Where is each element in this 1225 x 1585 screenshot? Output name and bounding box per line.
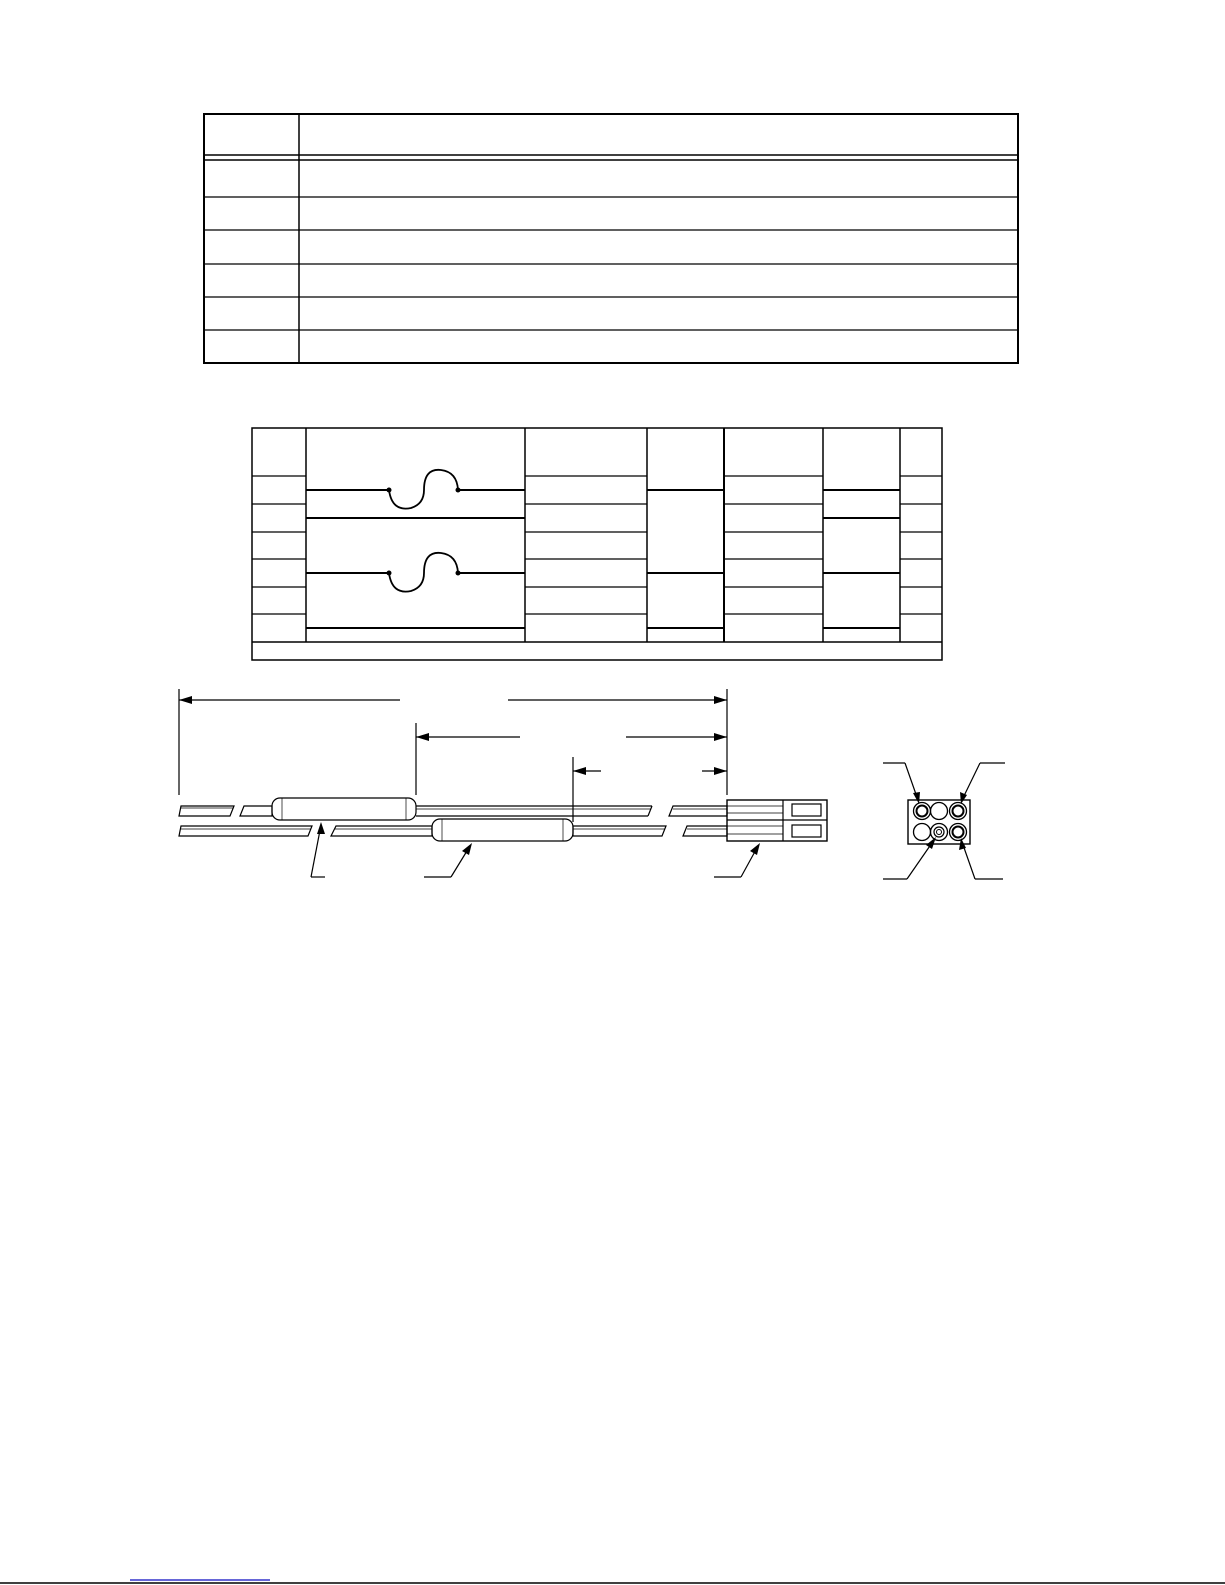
wiring-table-rows-right: [724, 476, 823, 614]
wiring-table: [252, 428, 942, 660]
parts-table: [204, 114, 1018, 363]
cavity-empty: [914, 824, 931, 841]
wiring-table-pin-rows-left: [252, 476, 306, 614]
callout-leader-connector: [714, 843, 760, 877]
dimension-fuse-offset: [573, 767, 727, 775]
lower-wire: [179, 826, 727, 836]
connector-face-view: [883, 763, 1005, 879]
face-callout-bottom-left: [883, 837, 936, 879]
harness-side-view: [179, 689, 827, 877]
callout-leader-lower-fuse: [424, 843, 472, 877]
lower-fuse-holder: [432, 819, 573, 841]
upper-wire: [179, 806, 727, 816]
dimension-breakout: [416, 733, 727, 741]
fuse-symbol-icon: [389, 553, 458, 592]
upper-fuse-holder: [272, 798, 416, 820]
cavity-populated: [931, 824, 948, 841]
fuse-symbol-icon: [389, 470, 458, 509]
callout-leader-upper-fuse: [311, 822, 325, 877]
dimension-overall: [179, 696, 727, 704]
face-callout-top-left: [883, 763, 920, 804]
wiring-table-pin-rows-right: [900, 476, 942, 614]
parts-table-border: [204, 114, 1018, 363]
face-callout-top-right: [960, 763, 1005, 804]
wiring-table-rows-mid: [525, 476, 647, 614]
connector-housing-side: [727, 800, 827, 841]
cavity-empty: [931, 803, 948, 820]
wiring-table-border: [252, 428, 942, 660]
